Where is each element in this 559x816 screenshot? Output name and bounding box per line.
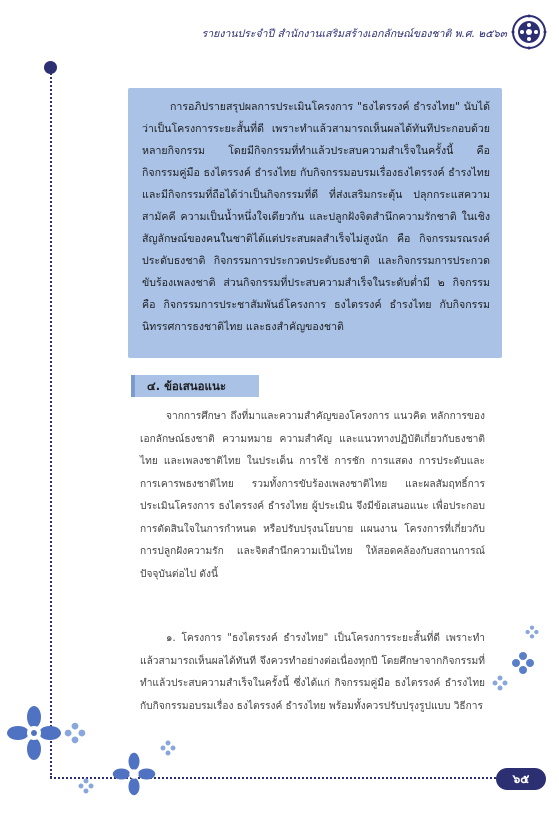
flower-ornament-icon — [492, 675, 508, 691]
flower-ornament-icon — [64, 722, 86, 744]
flower-ornament-icon — [6, 705, 62, 761]
flower-ornament-icon — [160, 740, 176, 756]
section-heading: ๔. ข้อเสนอแนะ — [131, 375, 259, 397]
summary-text: การอภิปรายสรุปผลการประเมินโครงการ "ธงไตรรงค์ ธำรงไทย" นับได้ว่าเป็นโครงการระยะสั้นที่ดี เพราะทำแล้วสามารถเห็นผลได้ทันทีประกอบด้วยหลายกิจกรรม โดยมีกิจกรรมที่ทำแล้วประสบความสำเร็จในครั้งนี้ คือ กิจกรรมคู่มือ ธงไตรรงค์ ธำรงไทย กับกิจกรรมอบรมเรื่องธงไตรรงค์ ธำรงไทย และมีกิจกรรมที่ถือได้ว่าเป็นกิจกรรมที่ดี ที่ส่งเสริมกระตุ้น ปลุกกระแสความสามัคคี ความเป็นน้ำหนึ่งใจเดียวกัน และปลูกฝังจิตสำนึกความรักชาติ ในเชิงสัญลักษณ์ของคนในชาติได้แต่ประสบผลสำเร็จไม่สูงนัก คือ กิจกรรมรณรงค์ประดับธงชาติ กิจกรรมการประกวดประดับธงชาติ และกิจกรรมการประกวดขับร้องเพลงชาติ ส่วนกิจกรรมที่ประสบความสำเร็จในระดับต่ำมี ๒ กิจกรรม คือ กิจกรรมการประชาสัมพันธ์โครงการ ธงไตรรงค์ ธำรงไทย กับกิจกรรมนิทรรศการธงชาติไทย และธงสำคัญของชาติ — [142, 101, 490, 333]
header-title: รายงานประจำปี สำนักงานเสริมสร้างเอกลักษณ์ของชาติ พ.ศ. ๒๕๖๓ — [201, 28, 507, 40]
emblem-icon — [511, 14, 547, 50]
flower-ornament-icon — [525, 625, 539, 639]
flower-ornament-icon — [508, 648, 538, 678]
summary-box — [128, 88, 502, 358]
frame-vertical-line — [50, 70, 52, 778]
flower-ornament-icon — [78, 778, 94, 794]
paragraph-2-text: ๑. โครงการ "ธงไตรรงค์ ธำรงไทย" เป็นโครงการระยะสั้นที่ดี เพราะทำแล้วสามารถเห็นผลได้ทันที จึงควรทำอย่างต่อเนื่องทุกปี โดยศึกษาจากกิจกรรมที่ทำแล้วประสบความสำเร็จในครั้งนี้ ซึ่งได้แก่ กิจกรรมคู่มือ ธงไตรรงค์ ธำรงไทยกับกิจกรรมอบรมเรื่อง ธงไตรรงค์ ธำรงไทย พร้อมทั้งควรปรับปรุงรูปแบบ วิธีการ — [140, 633, 485, 712]
paragraph-1 — [140, 406, 485, 586]
paragraph-2 — [140, 628, 485, 718]
page-number: ๖๕ — [496, 768, 546, 790]
flower-ornament-icon — [112, 752, 156, 796]
paragraph-1-text: จากการศึกษา ถึงที่มาและความสำคัญของโครงการ แนวคิด หลักการของเอกลักษณ์ธงชาติ ความหมาย ความสำคัญ และแนวทางปฏิบัติเกี่ยวกับธงชาติไทย และเพลงชาติไทย ในประเด็น การใช้ การชัก การแสดง การประดับและการเคารพธงชาติไทย รวมทั้งการขับร้องเพลงชาติไทย และผลสัมฤทธิ์การประเมินโครงการ ธงไตรรงค์ ธำรงไทย ผู้ประเมิน จึงมีข้อเสนอแนะ เพื่อประกอบการตัดสินใจในการกำหนด หรือปรับปรุงนโยบาย แผนงาน โครงการที่เกี่ยวกับการปลูกฝังความรัก และจิตสำนึกความเป็นไทย ให้สอดคล้องกับสถานการณ์ปัจจุบันต่อไป ดังนี้ — [140, 411, 485, 580]
